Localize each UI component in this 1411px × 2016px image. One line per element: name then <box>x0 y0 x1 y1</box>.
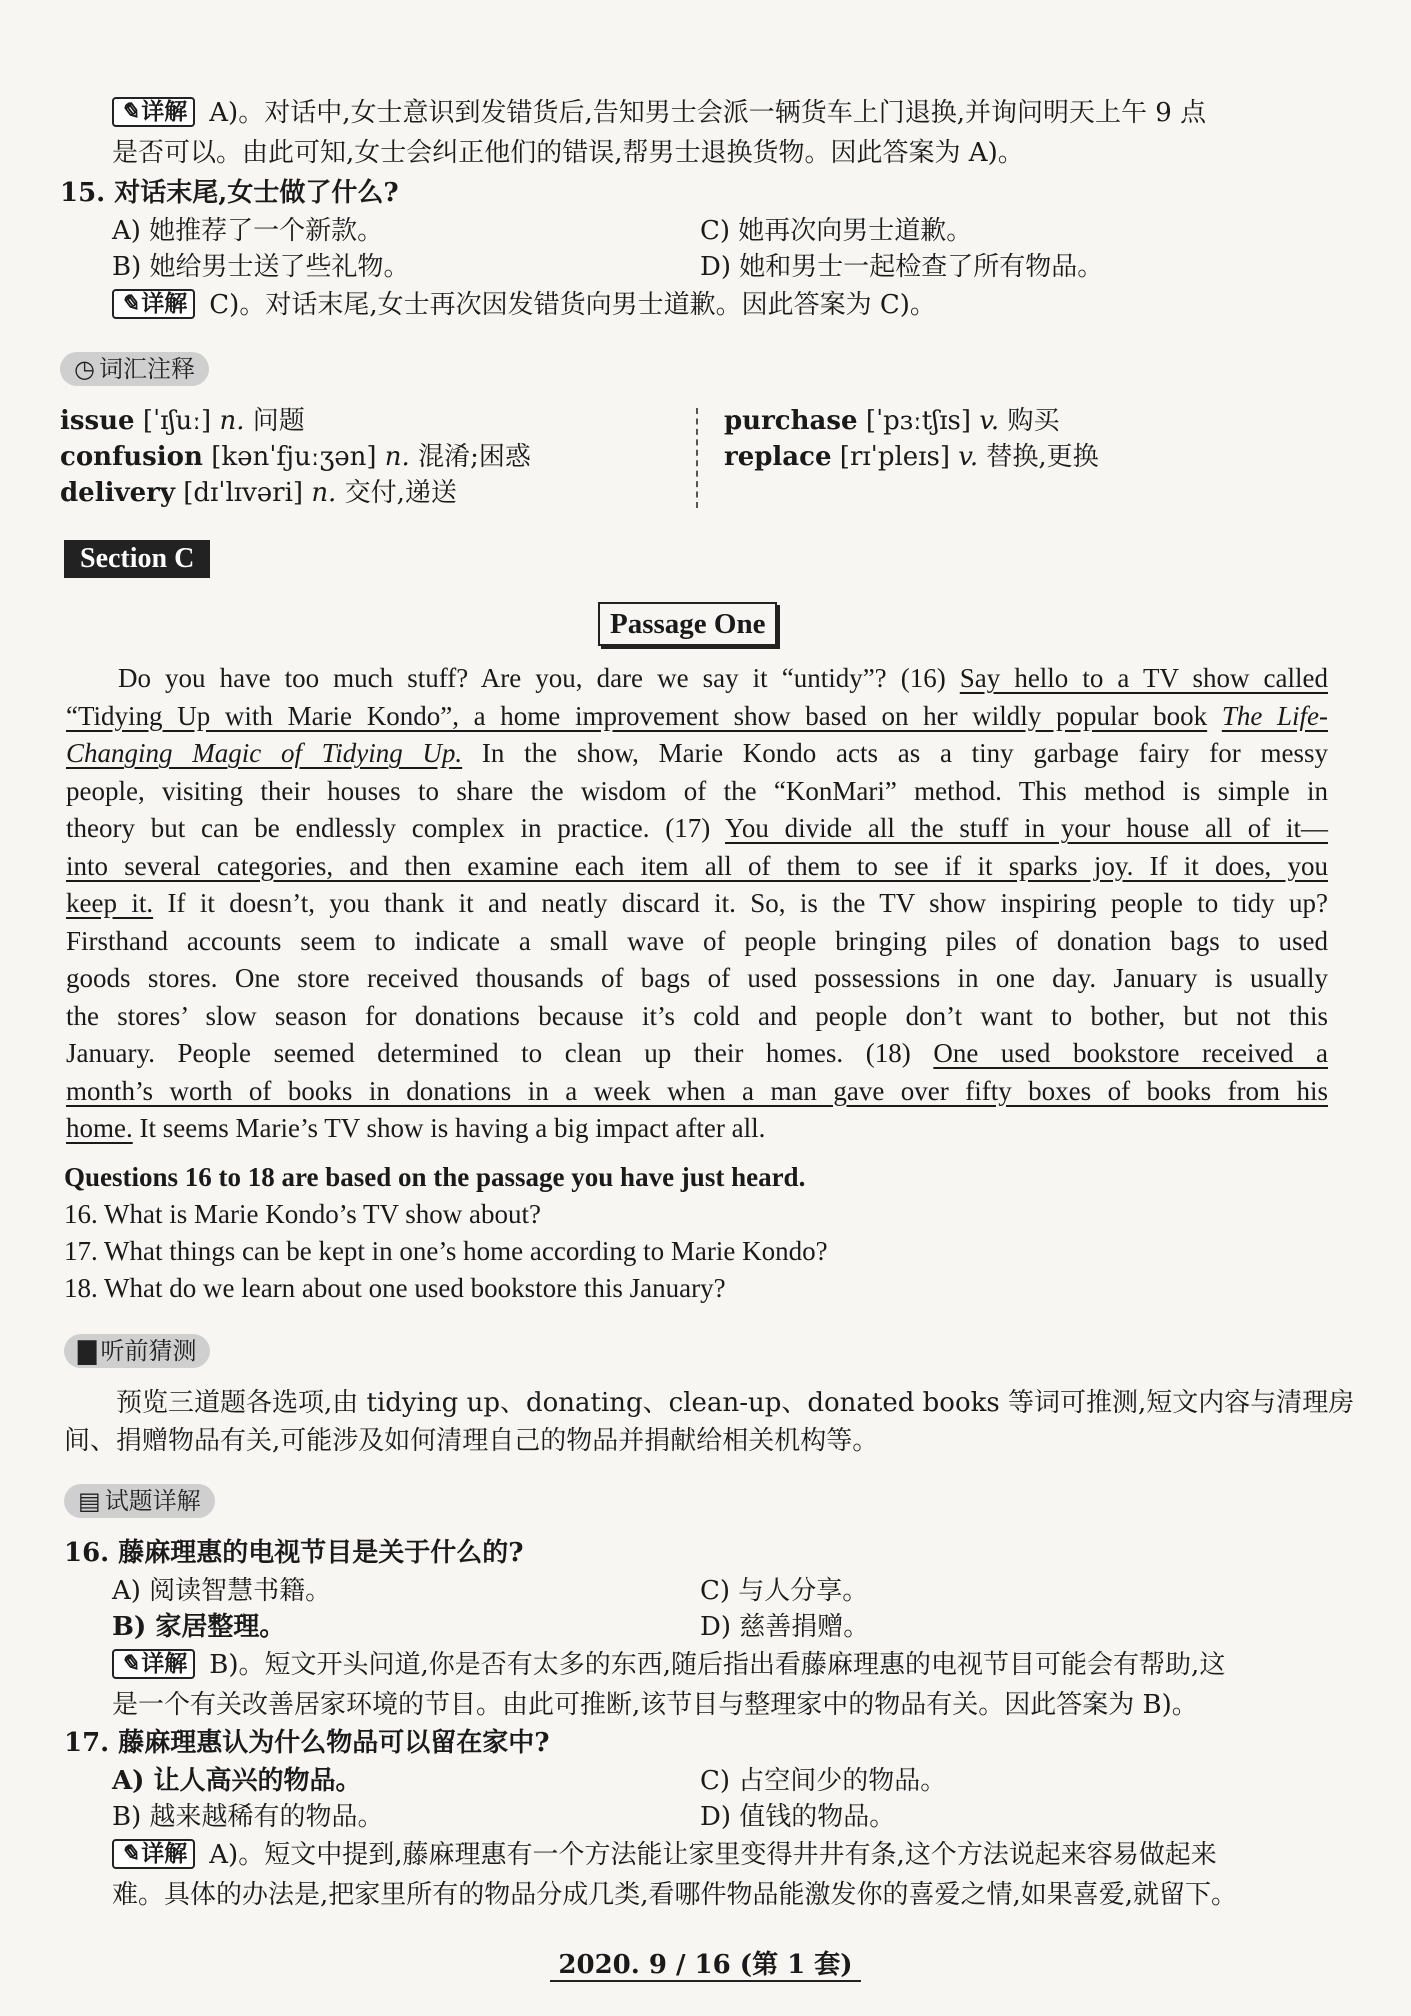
q15-question: 15. 对话末尾,女士做了什么? <box>60 178 399 208</box>
q14-explanation-line-1: ✎详解 A)。对话中,女士意识到发错货后,告知男士会派一辆货车上门退换,并询问明天上午 9 点 <box>112 96 1206 130</box>
q16-option-a: A) 阅读智慧书籍。 <box>112 1576 332 1606</box>
q16-explanation-line-1: ✎详解 B)。短文开头问道,你是否有太多的东西,随后指出看藤麻理惠的电视节目可能会有帮助,这 <box>112 1648 1225 1682</box>
question-16: 16. What is Marie Kondo’s TV show about? <box>64 1199 541 1229</box>
vocab-heading: ◷ 词汇注释 <box>60 352 209 386</box>
explain-tag: ✎详解 <box>112 97 195 127</box>
prelisten-heading: ▇ 听前猜测 <box>64 1334 210 1368</box>
explain-tag: ✎详解 <box>112 1649 195 1679</box>
q16-option-d: D) 慈善捐赠。 <box>700 1612 870 1642</box>
analysis-heading: ▤ 试题详解 <box>64 1484 215 1518</box>
vocab-item-confusion: confusion [kənˈfjuːʒən] n. 混淆;困惑 <box>60 442 531 472</box>
q15-explanation: ✎详解 C)。对话末尾,女士再次因发错货向男士道歉。因此答案为 C)。 <box>112 288 936 322</box>
q16-question: 16. 藤麻理惠的电视节目是关于什么的? <box>64 1538 524 1568</box>
vocab-item-purchase: purchase [ˈpɜːtʃɪs] v. 购买 <box>724 406 1060 436</box>
q15-option-a: A) 她推荐了一个新款。 <box>112 216 384 246</box>
vocab-item-delivery: delivery [dɪˈlɪvəri] n. 交付,递送 <box>60 478 457 508</box>
question-17: 17. What things can be kept in one’s home according to Marie Kondo? <box>64 1236 828 1266</box>
pen-icon: ✎ <box>120 290 140 317</box>
page-footer: 2020. 9 / 16 (第 1 套) <box>0 1944 1411 1981</box>
q17-option-a: A) 让人高兴的物品。 <box>112 1766 362 1796</box>
question-18: 18. What do we learn about one used bookstore this January? <box>64 1273 726 1303</box>
q17-option-d: D) 值钱的物品。 <box>700 1802 896 1832</box>
vocab-divider <box>696 408 698 508</box>
q15-option-d: D) 她和男士一起检查了所有物品。 <box>700 252 1104 282</box>
passage-text: Do you have too much stuff? Are you, dare we say it “untidy”? (16) Say hello to a TV show called “Tidying Up with Marie Kondo”, a home improvement show based on her wildly popular book The Life- Changing Magic of Tidying Up. In the show, Marie Kondo acts as a tiny garbage fairy for messy people, visiting their houses to share the wisdom of the “KonMari” method. This method is simple in theory but can be endlessly complex in practice. (17) You divide all the stuff in your house all of it— into several categories, and then examine each item all of them to see if it sparks joy. If it does, you keep it. If it doesn’t, you thank it and neatly discard it. So, is the TV show inspiring people to tidy up? Firsthand accounts seem to indicate a small wave of people bringing piles of donation bags to used goods stores. One store received thousands of bags of used possessions in one day. January is usually the stores’ slow season for donations because it’s cold and people don’t want to bother, but not this January. People seemed determined to clean up their homes. (18) One used bookstore received a month’s worth of books in donations in a week when a man gave over fifty boxes of books from his home. It seems Marie’s TV show is having a big impact after all. <box>66 663 1329 1143</box>
q15-option-c: C) 她再次向男士道歉。 <box>700 216 973 246</box>
q17-explanation-line-2: 难。具体的办法是,把家里所有的物品分成几类,看哪件物品能激发你的喜爱之情,如果喜爱,就留下。 <box>112 1880 1238 1910</box>
pen-icon: ✎ <box>120 98 140 125</box>
vocab-item-issue: issue [ˈɪʃuː] n. 问题 <box>60 406 305 436</box>
document-icon: ▤ <box>78 1487 101 1515</box>
explain-tag: ✎详解 <box>112 289 195 319</box>
q15-option-b: B) 她给男士送了些礼物。 <box>112 252 410 282</box>
pen-icon: ✎ <box>120 1650 140 1677</box>
clock-icon: ◷ <box>74 355 95 383</box>
section-label: Section C <box>64 540 210 578</box>
q17-option-b: B) 越来越稀有的物品。 <box>112 1802 384 1832</box>
q17-option-c: C) 占空间少的物品。 <box>700 1766 947 1796</box>
q16-option-c: C) 与人分享。 <box>700 1576 869 1606</box>
questions-heading: Questions 16 to 18 are based on the passage you have just heard. <box>64 1162 806 1192</box>
pen-icon: ✎ <box>120 1840 140 1867</box>
q17-explanation-line-1: ✎详解 A)。短文中提到,藤麻理惠有一个方法能让家里变得井井有条,这个方法说起来容易做起来 <box>112 1838 1217 1872</box>
prelisten-line-1: 预览三道题各选项,由 tidying up、donating、clean-up、donated books 等词可推测,短文内容与清理房 <box>116 1388 1355 1418</box>
explain-tag: ✎详解 <box>112 1839 195 1869</box>
passage-title: Passage One <box>598 602 777 646</box>
headphones-icon: ▇ <box>78 1337 97 1365</box>
q17-question: 17. 藤麻理惠认为什么物品可以留在家中? <box>64 1728 550 1758</box>
q14-explanation-line-2: 是否可以。由此可知,女士会纠正他们的错误,帮男士退换货物。因此答案为 A)。 <box>112 138 1024 168</box>
prelisten-line-2: 间、捐赠物品有关,可能涉及如何清理自己的物品并捐献给相关机构等。 <box>64 1426 879 1456</box>
q16-explanation-line-2: 是一个有关改善居家环境的节目。由此可推断,该节目与整理家中的物品有关。因此答案为 B)。 <box>112 1690 1198 1720</box>
vocab-item-replace: replace [rɪˈpleɪs] v. 替换,更换 <box>724 442 1099 472</box>
q16-option-b: B) 家居整理。 <box>112 1612 286 1642</box>
